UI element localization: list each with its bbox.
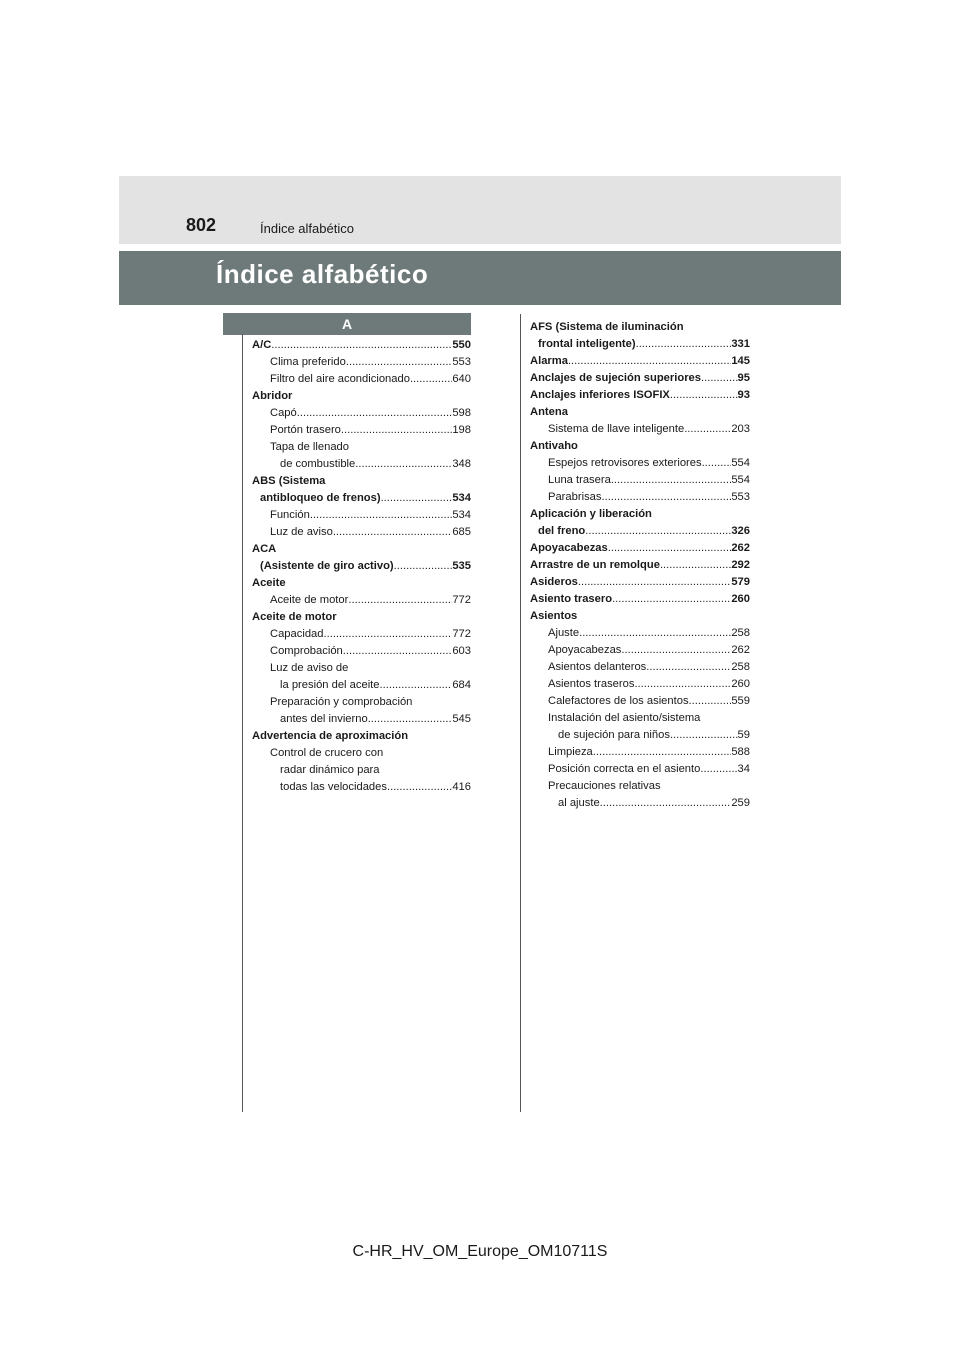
index-entry <box>530 795 750 812</box>
index-entry-term: A/C <box>252 339 272 351</box>
dot-leader <box>702 455 732 472</box>
dot-leader <box>381 490 453 507</box>
index-entry <box>252 711 471 728</box>
index-entry-page: 416 <box>452 781 471 793</box>
letter-section-header: A <box>223 313 471 335</box>
index-entry: Precauciones relativas <box>548 780 661 792</box>
dot-leader <box>568 353 731 370</box>
index-entry <box>252 337 471 354</box>
index-entry-page: 553 <box>731 491 750 503</box>
index-entry: Abridor <box>252 390 293 402</box>
dot-leader <box>271 337 452 354</box>
index-entry: Asientos <box>530 610 578 622</box>
dot-leader <box>689 693 732 710</box>
index-entry-term: la presión del aceite <box>280 679 380 691</box>
index-entry: Luz de aviso de <box>270 662 349 674</box>
index-entry-term: Capacidad <box>270 628 324 640</box>
index-entry <box>252 524 471 541</box>
index-entry-page: 685 <box>452 526 471 538</box>
dot-leader <box>646 659 731 676</box>
index-entry <box>530 642 750 659</box>
index-entry <box>530 625 750 642</box>
index-entry-term: Asiento trasero <box>530 593 613 605</box>
dot-leader <box>684 421 731 438</box>
index-entry <box>252 405 471 422</box>
index-entry-page: 772 <box>452 594 471 606</box>
dot-leader <box>310 507 453 524</box>
dot-leader <box>585 523 731 540</box>
index-entry-term: Anclajes de sujeción superiores <box>530 372 701 384</box>
index-entry <box>530 557 750 574</box>
index-entry <box>530 744 750 761</box>
dot-leader <box>601 489 731 506</box>
index-entry: Aceite de motor <box>252 611 337 623</box>
index-entry-page: 95 <box>737 372 750 384</box>
index-entry-page: 59 <box>737 729 750 741</box>
index-entry-term: Parabrisas <box>548 491 602 503</box>
index-entry-term: Asientos delanteros <box>548 661 647 673</box>
index-entry: ACA <box>252 543 277 555</box>
index-entry-page: 198 <box>452 424 471 436</box>
index-entry <box>530 523 750 540</box>
index-entry <box>530 659 750 676</box>
dot-leader <box>348 592 452 609</box>
column-rule-middle <box>520 314 521 1112</box>
index-entry <box>252 422 471 439</box>
dot-leader <box>612 591 731 608</box>
dot-leader <box>343 643 453 660</box>
index-entry-term: Asientos traseros <box>548 678 635 690</box>
index-entry <box>530 336 750 353</box>
index-entry-page: 588 <box>731 746 750 758</box>
index-entry <box>252 558 471 575</box>
index-entry-term: Espejos retrovisores exteriores <box>548 457 702 469</box>
index-entry: AFS (Sistema de iluminación <box>530 321 684 333</box>
header-band <box>119 176 841 244</box>
index-entry-term: todas las velocidades <box>280 781 387 793</box>
index-entry-term: Ajuste <box>548 627 580 639</box>
index-entry: Preparación y comprobación <box>270 696 413 708</box>
dot-leader <box>660 557 731 574</box>
index-entry-term: Sistema de llave inteligente <box>548 423 685 435</box>
index-entry-page: 545 <box>452 713 471 725</box>
index-entry: Aceite <box>252 577 286 589</box>
index-entry <box>252 490 471 507</box>
dot-leader <box>346 354 452 371</box>
dot-leader <box>297 405 453 422</box>
index-entry <box>530 421 750 438</box>
index-entry-page: 34 <box>737 763 750 775</box>
index-entry-term: de sujeción para niños <box>558 729 670 741</box>
dot-leader <box>394 558 453 575</box>
index-entry <box>252 371 471 388</box>
index-column-right <box>530 319 750 812</box>
index-entry-term: (Asistente de giro activo) <box>260 560 394 572</box>
column-rule-left <box>242 334 243 1112</box>
dot-leader <box>387 779 452 796</box>
dot-leader <box>380 677 453 694</box>
index-entry <box>530 472 750 489</box>
index-entry-page: 579 <box>731 576 750 588</box>
index-entry <box>530 591 750 608</box>
index-entry-term: Portón trasero <box>270 424 341 436</box>
page-title: Índice alfabético <box>216 259 429 289</box>
index-entry-page: 258 <box>731 627 750 639</box>
index-entry-term: Posición correcta en el asiento <box>548 763 701 775</box>
dot-leader <box>670 387 738 404</box>
index-entry-page: 553 <box>452 356 471 368</box>
index-entry: Control de crucero con <box>270 747 384 759</box>
index-entry-page: 535 <box>452 560 471 572</box>
index-entry-term: Apoyacabezas <box>530 542 608 554</box>
index-entry-term: de combustible <box>280 458 356 470</box>
index-entry-page: 258 <box>731 661 750 673</box>
index-entry-page: 559 <box>731 695 750 707</box>
dot-leader <box>593 744 732 761</box>
index-entry-page: 550 <box>452 339 471 351</box>
index-entry <box>530 387 750 404</box>
index-entry-term: frontal inteligente) <box>538 338 636 350</box>
index-entry: Aplicación y liberación <box>530 508 652 520</box>
dot-leader <box>355 456 452 473</box>
index-entry <box>252 643 471 660</box>
dot-leader <box>341 422 452 439</box>
dot-leader <box>324 626 453 643</box>
index-entry-term: Limpieza <box>548 746 593 758</box>
index-entry: ABS (Sistema <box>252 475 326 487</box>
dot-leader <box>634 676 731 693</box>
index-entry-term: Apoyacabezas <box>548 644 622 656</box>
dot-leader <box>333 524 453 541</box>
dot-leader <box>579 625 731 642</box>
index-entry: Instalación del asiento/sistema <box>548 712 701 724</box>
index-entry-term: Comprobación <box>270 645 343 657</box>
index-entry-page: 259 <box>731 797 750 809</box>
index-entry-term: Clima preferido <box>270 356 346 368</box>
index-entry-term: Capó <box>270 407 297 419</box>
index-entry-term: antibloqueo de frenos) <box>260 492 381 504</box>
index-entry-term: Luna trasera <box>548 474 611 486</box>
dot-leader <box>636 336 732 353</box>
dot-leader <box>410 371 452 388</box>
index-entry <box>252 507 471 524</box>
index-entry-term: Función <box>270 509 310 521</box>
index-entry <box>530 727 750 744</box>
index-column-left <box>252 337 471 796</box>
index-entry-term: antes del invierno <box>280 713 368 725</box>
index-entry-page: 326 <box>731 525 750 537</box>
index-entry-term: del freno <box>538 525 586 537</box>
index-entry-term: Asideros <box>530 576 578 588</box>
index-entry <box>530 540 750 557</box>
index-entry <box>252 592 471 609</box>
dot-leader <box>608 540 732 557</box>
index-entry <box>252 354 471 371</box>
index-entry-page: 260 <box>731 678 750 690</box>
index-entry: Antivaho <box>530 440 578 452</box>
index-entry <box>252 456 471 473</box>
index-entry-page: 203 <box>731 423 750 435</box>
index-entry-page: 260 <box>731 593 750 605</box>
page-number: 802 <box>186 215 217 235</box>
index-entry <box>530 370 750 387</box>
index-entry: Tapa de llenado <box>270 441 349 453</box>
index-entry-page: 534 <box>452 492 471 504</box>
index-entry-page: 262 <box>731 542 750 554</box>
index-entry-term: al ajuste <box>558 797 600 809</box>
index-entry-page: 554 <box>731 457 750 469</box>
dot-leader <box>700 761 737 778</box>
index-entry-page: 598 <box>452 407 471 419</box>
dot-leader <box>670 727 738 744</box>
dot-leader <box>611 472 732 489</box>
document-footer: C-HR_HV_OM_Europe_OM10711S <box>352 1243 608 1260</box>
index-entry <box>530 353 750 370</box>
index-entry-page: 554 <box>731 474 750 486</box>
index-entry-term: Alarma <box>530 355 568 367</box>
index-entry-page: 684 <box>452 679 471 691</box>
index-entry <box>530 676 750 693</box>
index-entry-page: 640 <box>452 373 471 385</box>
index-entry-term: Luz de aviso <box>270 526 333 538</box>
index-entry-page: 262 <box>731 644 750 656</box>
index-entry: Antena <box>530 406 568 418</box>
index-entry-term: Filtro del aire acondicionado <box>270 373 410 385</box>
index-entry-page: 93 <box>737 389 750 401</box>
index-entry: radar dinámico para <box>280 764 380 776</box>
index-entry-page: 348 <box>452 458 471 470</box>
index-entry-page: 292 <box>731 559 750 571</box>
index-entry <box>530 574 750 591</box>
index-entry <box>252 677 471 694</box>
index-entry <box>252 779 471 796</box>
dot-leader <box>701 370 738 387</box>
running-head: Índice alfabético <box>260 221 354 236</box>
index-entry <box>530 455 750 472</box>
index-entry-term: Arrastre de un remolque <box>530 559 660 571</box>
index-entry <box>530 761 750 778</box>
index-entry <box>530 693 750 710</box>
index-entry-page: 772 <box>452 628 471 640</box>
index-entry-page: 603 <box>452 645 471 657</box>
index-entry <box>252 626 471 643</box>
index-entry-page: 331 <box>731 338 750 350</box>
dot-leader <box>621 642 731 659</box>
dot-leader <box>600 795 732 812</box>
dot-leader <box>368 711 453 728</box>
index-entry <box>530 489 750 506</box>
index-entry-page: 145 <box>731 355 750 367</box>
index-entry-term: Aceite de motor <box>270 594 349 606</box>
index-entry: Advertencia de aproximación <box>252 730 409 742</box>
index-entry-term: Calefactores de los asientos <box>548 695 689 707</box>
index-entry-page: 534 <box>452 509 471 521</box>
dot-leader <box>578 574 731 591</box>
index-entry-term: Anclajes inferiores ISOFIX <box>530 389 670 401</box>
